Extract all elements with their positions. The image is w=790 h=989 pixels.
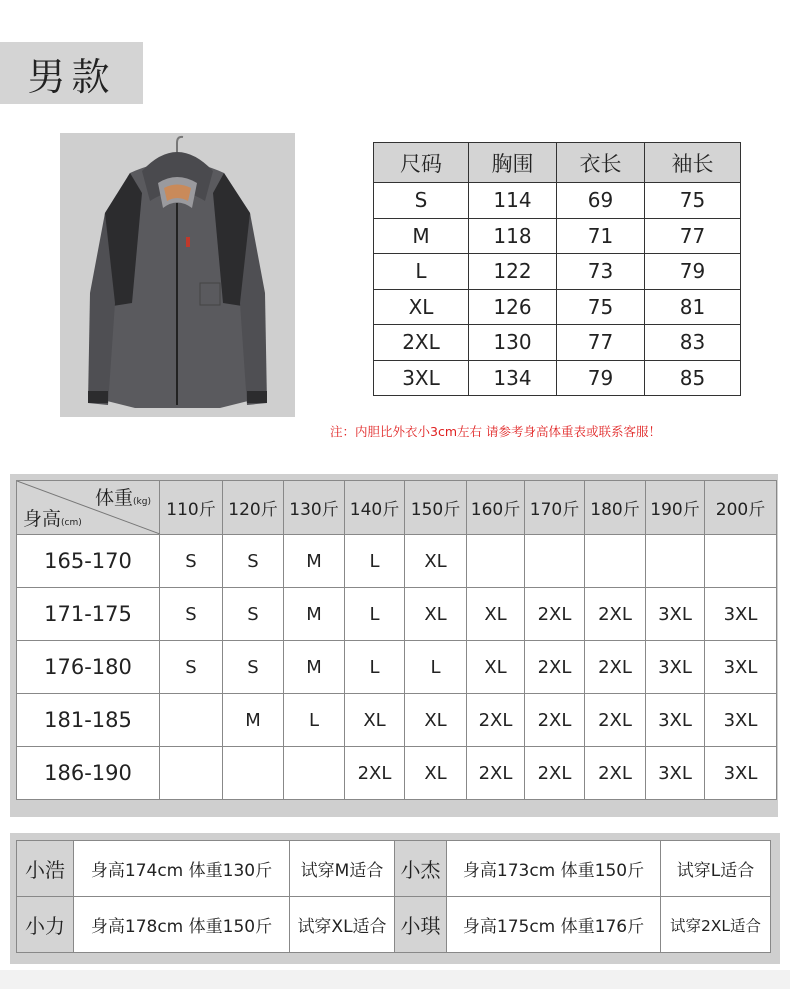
fit-cell: XL — [467, 588, 525, 641]
length-cell: 69 — [557, 183, 645, 219]
chest-cell: 122 — [469, 254, 557, 290]
weight-header: 110斤 — [160, 481, 223, 535]
jacket-image — [60, 133, 295, 417]
fit-cell: 2XL — [345, 747, 405, 800]
size-chart-header: 胸围 — [469, 143, 557, 183]
size-cell: S — [374, 183, 469, 219]
fit-cell: XL — [405, 535, 467, 588]
fit-cell: XL — [345, 694, 405, 747]
height-range: 186-190 — [17, 747, 160, 800]
model-stats: 身高178cm 体重150斤 — [74, 897, 290, 953]
weight-header: 130斤 — [284, 481, 345, 535]
size-chart-header: 衣长 — [557, 143, 645, 183]
size-cell: 2XL — [374, 325, 469, 361]
weight-header: 120斤 — [223, 481, 284, 535]
bottom-strip — [0, 970, 790, 989]
fit-cell: 3XL — [705, 588, 777, 641]
size-chart-table — [373, 142, 741, 396]
fit-cell: L — [284, 694, 345, 747]
try-on-table — [16, 840, 771, 953]
fit-cell: M — [223, 694, 284, 747]
model-result: 试穿M适合 — [290, 841, 395, 897]
weight-header: 150斤 — [405, 481, 467, 535]
size-cell: M — [374, 218, 469, 254]
sleeve-cell: 81 — [645, 289, 741, 325]
fit-chart-table — [16, 480, 777, 800]
fit-cell — [705, 535, 777, 588]
chest-cell: 134 — [469, 360, 557, 396]
product-photo — [60, 133, 295, 417]
chest-cell: 114 — [469, 183, 557, 219]
fit-cell: 2XL — [467, 747, 525, 800]
fit-cell — [160, 747, 223, 800]
fit-cell: 3XL — [646, 588, 705, 641]
height-range: 176-180 — [17, 641, 160, 694]
fit-cell: XL — [405, 747, 467, 800]
model-result: 试穿XL适合 — [290, 897, 395, 953]
sleeve-cell: 75 — [645, 183, 741, 219]
length-cell: 73 — [557, 254, 645, 290]
sleeve-cell: 85 — [645, 360, 741, 396]
fit-cell: XL — [405, 588, 467, 641]
fit-cell — [467, 535, 525, 588]
fit-cell — [585, 535, 646, 588]
fit-chart-row — [17, 641, 777, 694]
page-title: 男款 — [0, 42, 143, 104]
weight-header: 140斤 — [345, 481, 405, 535]
length-cell: 77 — [557, 325, 645, 361]
fit-cell: 2XL — [467, 694, 525, 747]
size-chart-row — [374, 183, 741, 219]
sleeve-cell: 79 — [645, 254, 741, 290]
fit-cell: 2XL — [525, 588, 585, 641]
length-cell: 75 — [557, 289, 645, 325]
size-chart-row — [374, 325, 741, 361]
model-name: 小琪 — [395, 897, 447, 953]
fit-cell: S — [223, 588, 284, 641]
fit-cell: 2XL — [525, 694, 585, 747]
model-name: 小杰 — [395, 841, 447, 897]
fit-cell: 3XL — [705, 747, 777, 800]
fit-cell: S — [223, 535, 284, 588]
fit-cell — [284, 747, 345, 800]
size-chart-header: 尺码 — [374, 143, 469, 183]
fit-cell: 2XL — [525, 747, 585, 800]
length-cell: 79 — [557, 360, 645, 396]
fit-cell — [160, 694, 223, 747]
fit-cell: M — [284, 535, 345, 588]
size-chart-row — [374, 289, 741, 325]
model-stats: 身高174cm 体重130斤 — [74, 841, 290, 897]
chest-cell: 126 — [469, 289, 557, 325]
fit-cell: S — [160, 535, 223, 588]
fit-cell: XL — [467, 641, 525, 694]
weight-header: 180斤 — [585, 481, 646, 535]
fit-cell: M — [284, 588, 345, 641]
weight-header: 190斤 — [646, 481, 705, 535]
length-cell: 71 — [557, 218, 645, 254]
model-name: 小力 — [17, 897, 74, 953]
fit-cell: XL — [405, 694, 467, 747]
fit-cell: 2XL — [585, 747, 646, 800]
model-name: 小浩 — [17, 841, 74, 897]
try-on-row — [17, 841, 771, 897]
fit-cell: S — [160, 641, 223, 694]
fit-cell: 3XL — [705, 694, 777, 747]
fit-cell: M — [284, 641, 345, 694]
height-range: 171-175 — [17, 588, 160, 641]
fit-chart-corner — [17, 481, 160, 535]
fit-cell — [525, 535, 585, 588]
fit-cell: 2XL — [525, 641, 585, 694]
fit-cell — [223, 747, 284, 800]
chest-cell: 130 — [469, 325, 557, 361]
fit-cell: 2XL — [585, 588, 646, 641]
fit-chart-row — [17, 694, 777, 747]
chest-cell: 118 — [469, 218, 557, 254]
size-chart-row — [374, 218, 741, 254]
fit-cell: 2XL — [585, 694, 646, 747]
model-stats: 身高175cm 体重176斤 — [447, 897, 661, 953]
fit-cell: 3XL — [646, 747, 705, 800]
fit-cell: 2XL — [585, 641, 646, 694]
sleeve-cell: 83 — [645, 325, 741, 361]
fit-cell: S — [160, 588, 223, 641]
size-cell: XL — [374, 289, 469, 325]
fit-cell: L — [345, 588, 405, 641]
height-range: 181-185 — [17, 694, 160, 747]
model-result: 试穿L适合 — [661, 841, 771, 897]
size-cell: 3XL — [374, 360, 469, 396]
weight-header: 200斤 — [705, 481, 777, 535]
fit-cell: 3XL — [646, 694, 705, 747]
fit-chart-row — [17, 535, 777, 588]
fit-cell: L — [405, 641, 467, 694]
fit-cell — [646, 535, 705, 588]
size-chart-row — [374, 254, 741, 290]
fit-cell: S — [223, 641, 284, 694]
model-stats: 身高173cm 体重150斤 — [447, 841, 661, 897]
fit-cell: 3XL — [646, 641, 705, 694]
fit-chart-header-row — [17, 481, 777, 535]
fit-cell: 3XL — [705, 641, 777, 694]
fit-chart-row — [17, 747, 777, 800]
size-chart-row — [374, 360, 741, 396]
fit-cell: L — [345, 641, 405, 694]
sleeve-cell: 77 — [645, 218, 741, 254]
fit-cell: L — [345, 535, 405, 588]
sizing-note: 注：内胆比外衣小3cm左右 请参考身高体重表或联系客服！ — [330, 424, 661, 439]
weight-header: 170斤 — [525, 481, 585, 535]
size-chart-header-row — [374, 143, 741, 183]
weight-header: 160斤 — [467, 481, 525, 535]
try-on-row — [17, 897, 771, 953]
height-axis-label: 身高(cm) — [23, 508, 82, 530]
size-chart-header: 袖长 — [645, 143, 741, 183]
weight-axis-label: 体重(kg) — [95, 487, 151, 509]
height-range: 165-170 — [17, 535, 160, 588]
fit-chart-row — [17, 588, 777, 641]
size-cell: L — [374, 254, 469, 290]
model-result: 试穿2XL适合 — [661, 897, 771, 953]
